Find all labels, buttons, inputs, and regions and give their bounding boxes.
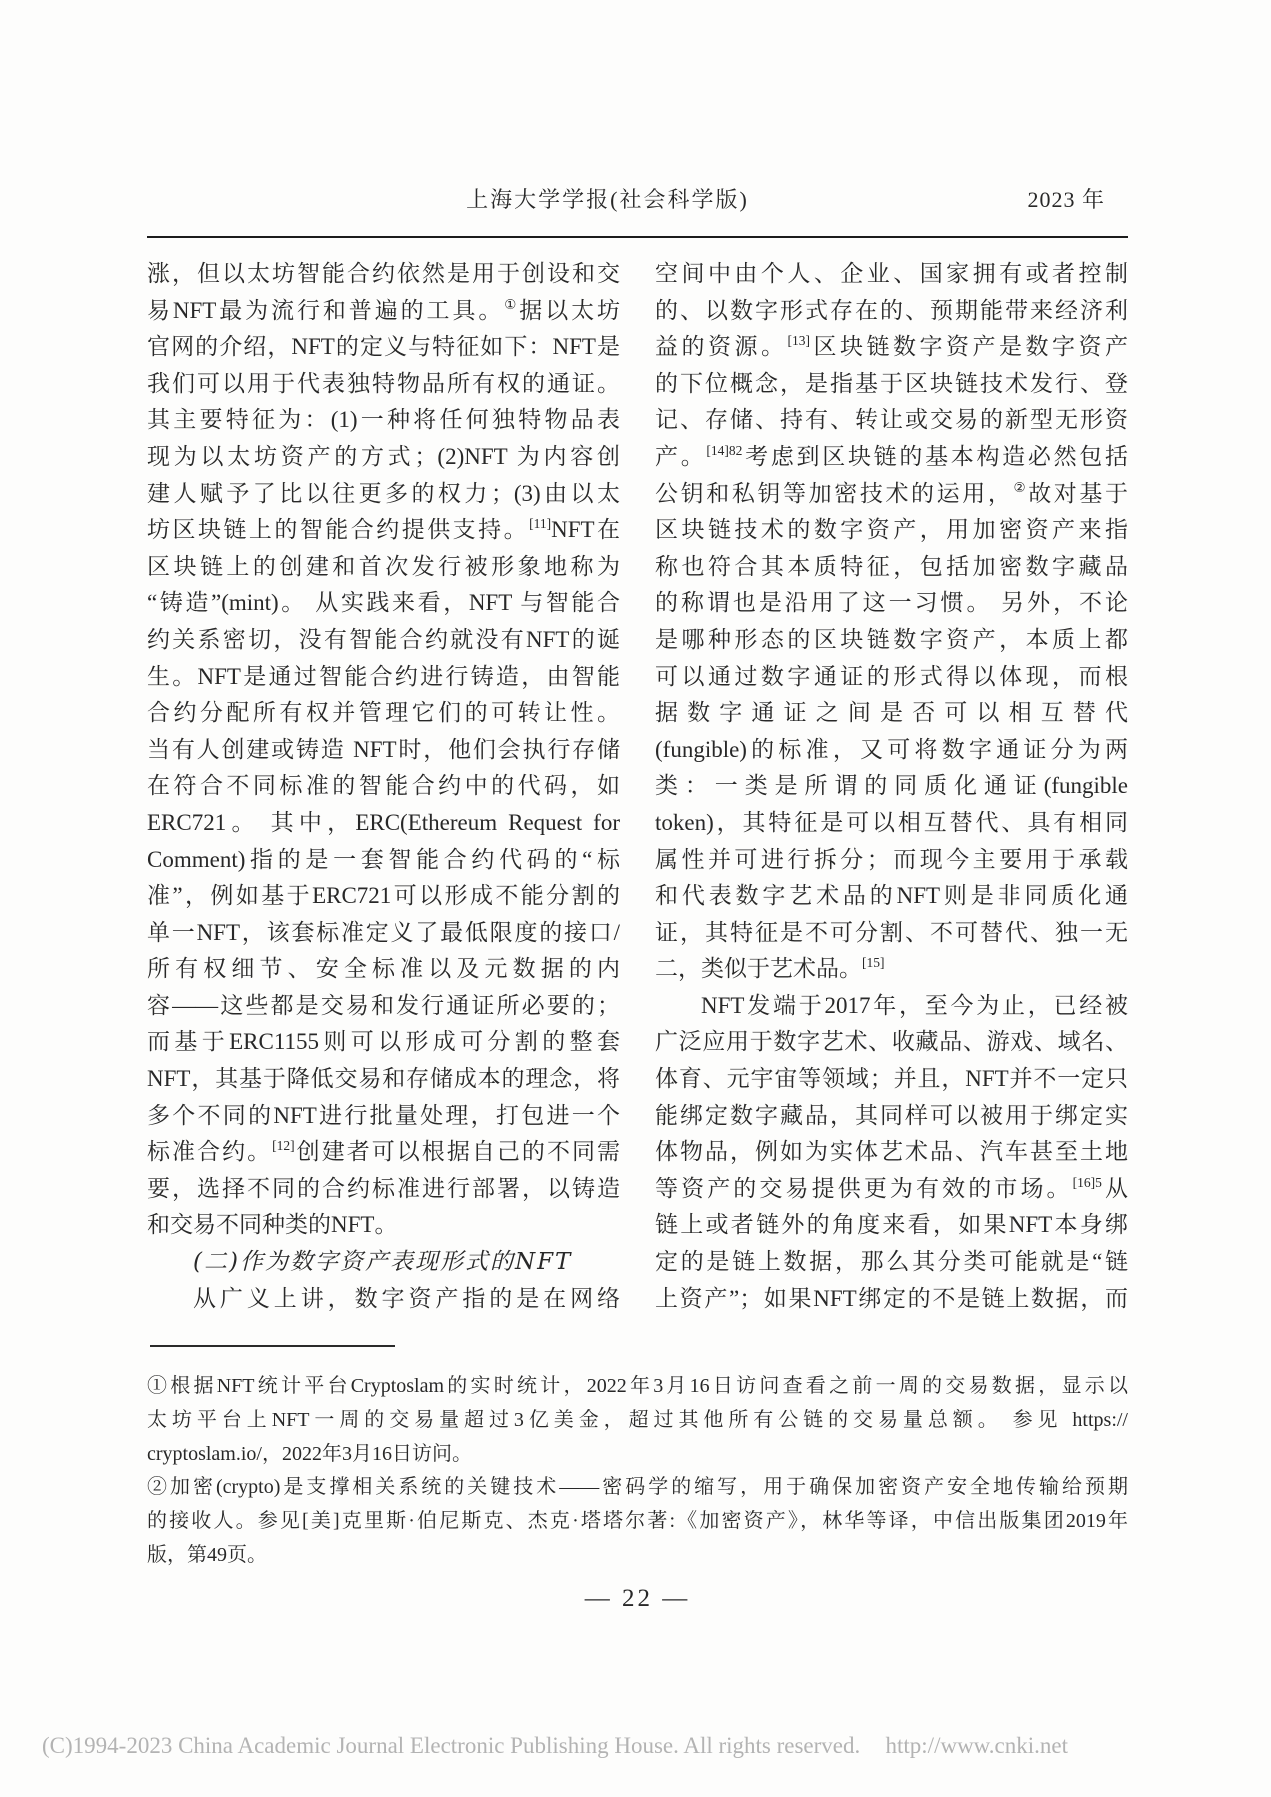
text-line: 所有权细节、安全标准以及元数据的内: [147, 956, 620, 982]
text-line: 空间中由个人、企业、国家拥有或者控制: [655, 261, 1128, 286]
text-line: 约关系密切，没有智能合约就没有NFT的诞: [147, 626, 620, 652]
text-line: 当有人创建或铸造 NFT时，他们会执行存储: [147, 736, 620, 762]
text-line: 定的是链上数据，那么其分类可能就是“链: [655, 1249, 1128, 1275]
text-line: 产。$^{[14]82}$考虑到区块链的基本构造必然包括: [655, 442, 1129, 469]
text-line: 坊区块链上的智能合约提供支持。[11]NFT在: [147, 516, 621, 543]
right-text-column: [655, 256, 1128, 1317]
section-heading: (二)作为数字资产表现形式的NFT: [193, 1249, 573, 1276]
citation-ref: [16]5: [1072, 1174, 1102, 1190]
cnki-url: http://www.cnki.net: [885, 1733, 1068, 1758]
footnote-line: cryptoslam.io/，2022年3月16日访问。: [147, 1442, 472, 1465]
text-line: 涨，但以太坊智能合约依然是用于创设和交: [147, 261, 620, 286]
text-line: 上资产”；如果NFT绑定的不是链上数据，而: [655, 1285, 1128, 1311]
text-line: 链上或者链外的角度来看，如果NFT本身绑: [655, 1212, 1128, 1238]
footnote-line: 的接收人。参见[美]克里斯·伯尼斯克、杰克·塔塔尔著:《加密资产》，林华等译，中信出版集团2019年: [147, 1510, 1128, 1533]
text-line: 公钥和私钥等加密技术的运用，②故对基于: [655, 479, 1129, 506]
text-line: 二，类似于艺术品。[15]: [655, 955, 885, 982]
text-line: 据数字通证之间是否可以相互替代: [655, 700, 1128, 726]
footnote-line: ②加密(crypto)是支撑相关系统的关键技术——密码学的缩写，用于确保加密资产安全地传输给预期: [147, 1476, 1128, 1499]
text-line: 单一NFT，该套标准定义了最低限度的接口/: [147, 919, 620, 945]
footnote-line: 版，第49页。: [147, 1543, 267, 1566]
text-line: 而基于ERC1155则可以形成可分割的整套: [147, 1029, 620, 1055]
citation-ref: ②: [1013, 479, 1029, 495]
text-line: 的、以数字形式存在的、预期能带来经济利: [655, 297, 1128, 323]
text-line: Comment)指的是一套智能合约代码的“标: [147, 846, 620, 872]
copyright-notice: (C)1994-2023 China Academic Journal Electronic Publishing House. All rights reserved.: [42, 1733, 861, 1758]
text-line: 生。NFT是通过智能合约进行铸造，由智能: [147, 663, 620, 689]
citation-ref: [11]: [529, 516, 552, 532]
footnote-line: ①根据NFT统计平台Cryptoslam的实时统计，2022年3月16日访问查看之前一周的交易数据，显示以: [147, 1375, 1128, 1397]
citation-ref: [15]: [862, 955, 885, 971]
article-body: [147, 256, 1128, 1317]
text-line: 体物品，例如为实体艺术品、汽车甚至土地: [655, 1139, 1128, 1165]
text-line: 记、存储、持有、转让或交易的新型无形资: [655, 407, 1128, 433]
text-line: 可以通过数字通证的形式得以体现，而根: [655, 663, 1128, 689]
text-line: 属性并可进行拆分；而现今主要用于承载: [655, 846, 1128, 872]
citation-ref: [12]: [272, 1138, 295, 1154]
journal-header-year: 2023 年: [1027, 187, 1105, 212]
text-line: 称也符合其本质特征，包括加密数字藏品: [655, 553, 1128, 579]
text-line: 的称谓也是沿用了这一习惯。 另外，不论: [655, 590, 1128, 616]
text-line: 和代表数字艺术品的NFT则是非同质化通: [655, 883, 1128, 909]
text-line: ERC721。 其中，ERC(Ethereum Request for: [147, 809, 620, 835]
text-line: 要，选择不同的合约标准进行部署，以铸造: [147, 1175, 620, 1201]
footnote-separator-rule: [150, 1345, 395, 1347]
text-line: token)，其特征是可以相互替代、具有相同: [655, 809, 1128, 835]
text-line: (fungible)的标准，又可将数字通证分为两: [655, 736, 1128, 762]
text-line: 广泛应用于数字艺术、收藏品、游戏、域名、: [655, 1029, 1128, 1055]
citation-ref: [14]82: [706, 442, 743, 458]
text-line: 合约分配所有权并管理它们的可转让性。: [147, 700, 620, 726]
left-text-column: [147, 256, 620, 1317]
text-line: 类：一类是所谓的同质化通证(fungible: [655, 773, 1128, 799]
footnote-line: 太坊平台上NFT一周的交易量超过3亿美金，超过其他所有公链的交易量总额。 参见 https://: [147, 1408, 1128, 1431]
text-line: 容——这些都是交易和发行通证所必要的；: [147, 992, 620, 1018]
text-line: 建人赋予了比以往更多的权力；(3)由以太: [147, 480, 620, 506]
text-line: 区块链上的创建和首次发行被形象地称为: [147, 553, 620, 579]
text-line: 其主要特征为：(1)一种将任何独特物品表: [147, 407, 620, 433]
text-line: 体育、元宇宙等领域；并且，NFT并不一定只: [655, 1066, 1128, 1092]
header-rule: [147, 236, 1128, 238]
text-line: 和交易不同种类的NFT。: [147, 1212, 398, 1238]
text-line: 区块链技术的数字资产，用加密资产来指: [655, 517, 1128, 543]
copyright-footer: [42, 1733, 1068, 1759]
text-line: 官网的介绍，NFT的定义与特征如下：NFT是: [147, 334, 620, 360]
text-line: 准”，例如基于ERC721可以形成不能分割的: [147, 883, 620, 909]
text-line: 多个不同的NFT进行批量处理，打包进一个: [147, 1102, 620, 1128]
journal-header-title: 上海大学学报(社会科学版): [466, 187, 749, 212]
text-line: 的下位概念，是指基于区块链技术发行、登: [655, 370, 1128, 396]
footnotes-section: [147, 1370, 1128, 1573]
page-number: — 22 —: [584, 1585, 691, 1612]
text-line: 现为以太坊资产的方式；(2)NFT 为内容创: [147, 443, 620, 469]
text-line: 是哪种形态的区块链数字资产，本质上都: [655, 626, 1128, 652]
text-line: 益的资源。[13]区块链数字资产是数字资产: [655, 333, 1128, 360]
text-line: NFT，其基于降低交易和存储成本的理念，将: [147, 1066, 620, 1092]
text-line: NFT发端于2017年，至今为止，已经被: [701, 992, 1128, 1018]
text-line: 标准合约。[12]创建者可以根据自己的不同需: [147, 1138, 621, 1165]
text-line: 等资产的交易提供更为有效的市场。$^{[16]5}$从: [655, 1174, 1129, 1201]
text-line: 从广义上讲，数字资产指的是在网络: [193, 1285, 620, 1311]
text-line: 证，其特征是不可分割、不可替代、独一无: [655, 919, 1128, 945]
text-line: 在符合不同标准的智能合约中的代码，如: [147, 773, 620, 799]
text-line: “铸造”(mint)。 从实践来看，NFT 与智能合: [147, 590, 620, 616]
citation-ref: [13]: [787, 333, 810, 349]
text-line: 能绑定数字藏品，其同样可以被用于绑定实: [655, 1102, 1128, 1128]
text-line: 易NFT最为流行和普遍的工具。①据以太坊: [147, 296, 621, 323]
citation-ref: ①: [504, 296, 520, 312]
text-line: 我们可以用于代表独特物品所有权的通证。: [147, 370, 620, 396]
